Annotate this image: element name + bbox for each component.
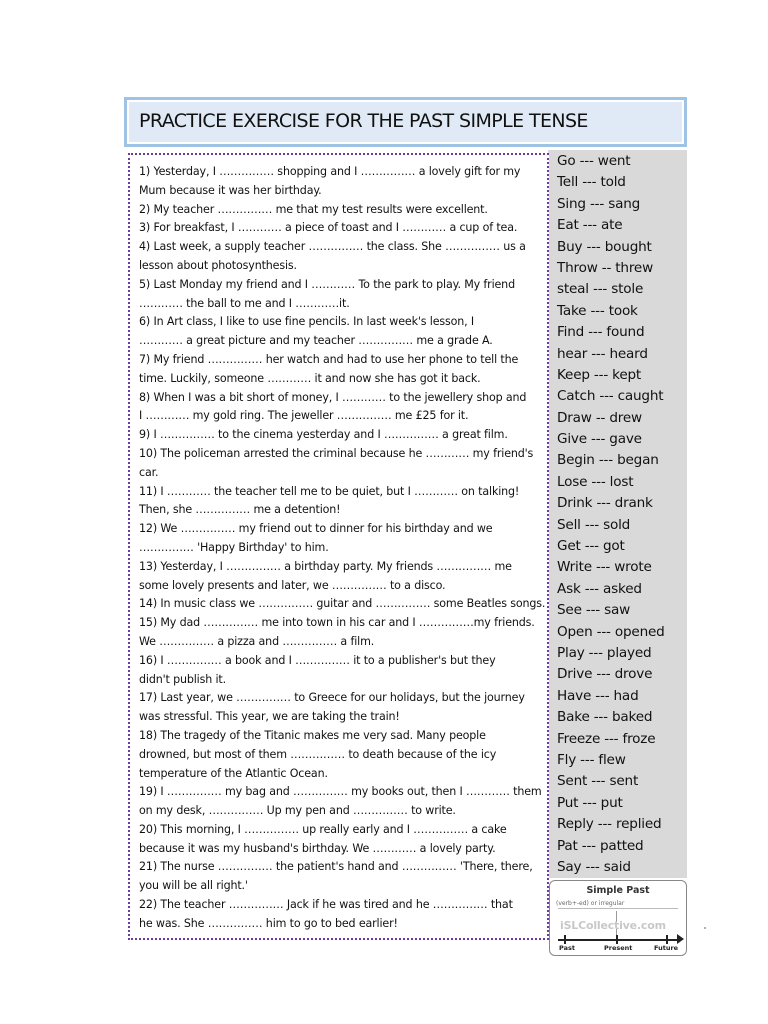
title-banner: [124, 97, 687, 147]
exercise-line: 4) Last week, a supply teacher …………… the class. She …………… us a: [139, 240, 526, 254]
exercise-line: didn't publish it.: [139, 672, 226, 686]
timeline-subtitle: (verb+-ed) or irregular: [556, 900, 625, 907]
timeline-diagram: [549, 880, 687, 956]
timeline-arrow-icon: [677, 934, 684, 944]
timeline-label-present: Present: [604, 944, 633, 952]
verb-pair: Write --- wrote: [557, 559, 652, 576]
timeline-axis: [558, 939, 680, 941]
verb-pair: Eat --- ate: [557, 217, 623, 234]
verb-pair: Give --- gave: [557, 431, 642, 448]
exercise-line: some lovely presents and later, we …………… to a disco.: [139, 578, 446, 592]
exercise-line: …………… 'Happy Birthday' to him.: [139, 540, 329, 554]
exercise-line: 21) The nurse …………… the patient's hand and …………… 'There, there,: [139, 860, 533, 874]
verb-pair: Draw -- drew: [557, 409, 642, 426]
verb-pair: Reply --- replied: [557, 816, 662, 833]
verb-pair: Sell --- sold: [557, 516, 631, 533]
exercise-line: because it was my husband's birthday. We ………… a lovely party.: [139, 841, 496, 855]
timeline-title: Simple Past: [586, 885, 650, 896]
exercise-line: Then, she …………… me a detention!: [139, 503, 341, 517]
verb-pair: Lose --- lost: [557, 473, 634, 490]
timeline-label-future: Future: [654, 944, 679, 952]
page-title: PRACTICE EXERCISE FOR THE PAST SIMPLE TENSE: [139, 110, 588, 132]
exercise-line: 1) Yesterday, I …………… shopping and I …………… a lovely gift for my: [139, 165, 521, 178]
timeline-tick-present: [616, 935, 618, 944]
exercise-line: 19) I …………… my bag and …………… my books out, then I ………… them: [139, 785, 542, 799]
verb-pair: Fly --- flew: [557, 751, 626, 768]
exercise-line: 22) The teacher …………… Jack if he was tired and he …………… that: [139, 898, 513, 912]
verb-pair: Find --- found: [557, 324, 645, 341]
watermark: iSLCollective.com: [560, 919, 666, 932]
verb-pair: Catch --- caught: [557, 388, 664, 405]
verb-pair: Buy --- bought: [557, 238, 652, 255]
exercise-box: [128, 153, 549, 940]
exercise-line: 6) In Art class, I like to use fine pencils. In last week's lesson, I: [139, 315, 475, 329]
verb-pair: Take --- took: [557, 302, 638, 319]
exercise-line: I ………… my gold ring. The jeweller …………… me £25 for it.: [139, 409, 469, 423]
exercise-line: 11) I ………… the teacher tell me to be quiet, but I ………… on talking!: [139, 484, 520, 498]
exercise-line: he was. She …………… him to go to bed earlier!: [139, 916, 398, 930]
exercise-line: 3) For breakfast, I ………… a piece of toast and I ………… a cup of tea.: [139, 221, 518, 235]
exercise-line: 7) My friend …………… her watch and had to use her phone to tell the: [139, 352, 519, 366]
verb-pair: Tell --- told: [557, 174, 626, 191]
exercise-line: temperature of the Atlantic Ocean.: [139, 766, 328, 780]
verb-pair: Drink --- drank: [557, 495, 653, 512]
exercise-line: 20) This morning, I …………… up really early and I …………… a cake: [139, 822, 507, 836]
exercise-line: on my desk, …………… Up my pen and …………… to write.: [139, 804, 456, 818]
timeline-tick-future: [666, 935, 668, 944]
exercise-line: Mum because it was her birthday.: [139, 183, 322, 197]
verb-pair: Have --- had: [557, 687, 639, 704]
verb-pair: Keep --- kept: [557, 366, 642, 383]
exercise-line: 8) When I was a bit short of money, I ………… to the jewellery shop and: [139, 390, 527, 404]
exercise-line: 16) I …………… a book and I …………… it to a publisher's but they: [139, 653, 496, 667]
exercise-line: car.: [139, 465, 159, 479]
verb-pair: Sent --- sent: [557, 773, 639, 790]
verb-pair: See --- saw: [557, 602, 631, 619]
timeline-tick-past: [564, 935, 566, 944]
exercise-line: 2) My teacher …………… me that my test results were excellent.: [139, 202, 488, 216]
verb-pair: Put --- put: [557, 794, 623, 811]
verb-pair: Open --- opened: [557, 623, 665, 640]
verb-pair: Sing --- sang: [557, 195, 641, 212]
decorative-dot: [704, 927, 706, 929]
verb-pair: Drive --- drove: [557, 666, 653, 683]
verb-pair: Pat --- patted: [557, 837, 644, 854]
exercise-line: 14) In music class we …………… guitar and …………… some Beatles songs.: [139, 597, 546, 611]
verb-pair: Ask --- asked: [557, 580, 642, 597]
verb-pair: Begin --- began: [557, 452, 659, 469]
exercise-line: 5) Last Monday my friend and I ………… To the park to play. My friend: [139, 277, 515, 291]
verb-pair: Get --- got: [557, 538, 625, 555]
exercise-line: ………… a great picture and my teacher …………… me a grade A.: [139, 334, 493, 348]
exercise-line: 15) My dad …………… me into town in his car and I ……………my friends.: [139, 616, 535, 630]
verb-pair: Go --- went: [557, 153, 631, 169]
exercise-line: 18) The tragedy of the Titanic makes me very sad. Many people: [139, 728, 486, 742]
verb-pair: Play --- played: [557, 644, 652, 661]
exercise-line: ………… the ball to me and I …………it.: [139, 296, 350, 310]
verb-pair: hear --- heard: [557, 345, 648, 362]
verb-pair: Bake --- baked: [557, 709, 653, 726]
exercise-line: We …………… a pizza and …………… a film.: [139, 634, 375, 648]
exercise-line: 10) The policeman arrested the criminal because he ………… my friend's: [139, 446, 534, 460]
timeline-divider: [558, 908, 678, 909]
exercise-line: time. Luckily, someone ………… it and now she has got it back.: [139, 371, 481, 385]
verb-pair: steal --- stole: [557, 281, 644, 298]
verb-list: [557, 151, 665, 878]
exercise-line: lesson about photosynthesis.: [139, 258, 297, 272]
verb-pair: Throw -- threw: [557, 259, 654, 276]
exercise-list: [139, 163, 546, 934]
verb-pair: Freeze --- froze: [557, 730, 656, 747]
exercise-line: 17) Last year, we …………… to Greece for our holidays, but the journey: [139, 691, 525, 705]
timeline-label-past: Past: [559, 944, 575, 952]
exercise-line: drowned, but most of them …………… to death because of the icy: [139, 747, 497, 761]
exercise-line: 9) I …………… to the cinema yesterday and I …………… a great film.: [139, 428, 508, 442]
exercise-line: 13) Yesterday, I …………… a birthday party. My friends …………… me: [139, 559, 512, 573]
exercise-line: 12) We …………… my friend out to dinner for his birthday and we: [139, 522, 493, 536]
exercise-line: was stressful. This year, we are taking the train!: [139, 710, 400, 724]
verb-pair: Say --- said: [557, 858, 631, 875]
exercise-line: you will be all right.': [139, 879, 248, 893]
